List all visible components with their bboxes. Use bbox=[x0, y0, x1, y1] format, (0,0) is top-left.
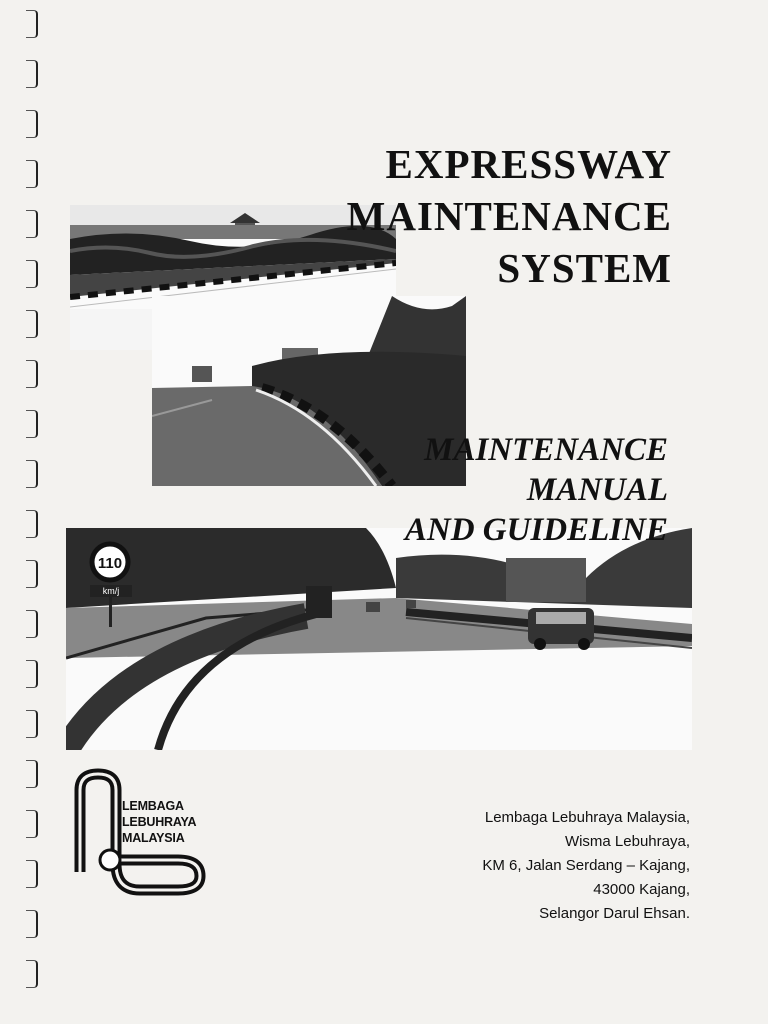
subtitle-line-3: AND GUIDELINE bbox=[404, 512, 668, 548]
binding-ring bbox=[26, 260, 38, 288]
binding-ring bbox=[26, 760, 38, 788]
expressway-photo bbox=[66, 528, 692, 750]
logo-line-2: LEBUHRAYA bbox=[122, 815, 197, 829]
title-line-1: EXPRESSWAY bbox=[385, 141, 672, 187]
binding-ring bbox=[26, 310, 38, 338]
main-title bbox=[347, 138, 672, 294]
binding-ring bbox=[26, 60, 38, 88]
binding-ring bbox=[26, 710, 38, 738]
binding-ring bbox=[26, 410, 38, 438]
subtitle-line-2: MANUAL bbox=[526, 472, 668, 508]
title-line-3: SYSTEM bbox=[497, 245, 672, 291]
binding-ring bbox=[26, 160, 38, 188]
subtitle-line-1: MAINTENANCE bbox=[424, 432, 668, 468]
binding-ring bbox=[26, 510, 38, 538]
binding-ring bbox=[26, 910, 38, 938]
logo-text bbox=[122, 798, 196, 846]
binding-ring bbox=[26, 660, 38, 688]
binding-ring bbox=[26, 460, 38, 488]
binding-ring bbox=[26, 610, 38, 638]
spiral-binding bbox=[0, 0, 48, 1024]
publisher-address bbox=[482, 806, 690, 926]
address-line-3: KM 6, Jalan Serdang – Kajang, bbox=[482, 857, 690, 874]
binding-ring bbox=[26, 110, 38, 138]
speed-limit-unit: km/j bbox=[102, 586, 120, 596]
title-line-2: MAINTENANCE bbox=[346, 193, 672, 239]
address-line-5: Selangor Darul Ehsan. bbox=[539, 905, 690, 922]
logo-line-3: MALAYSIA bbox=[122, 831, 185, 845]
address-line-1: Lembaga Lebuhraya Malaysia, bbox=[484, 809, 690, 826]
binding-ring bbox=[26, 10, 38, 38]
speed-limit-value: 110 bbox=[97, 555, 123, 572]
subtitle bbox=[405, 430, 668, 550]
binding-ring bbox=[26, 210, 38, 238]
binding-ring bbox=[26, 560, 38, 588]
address-line-4: 43000 Kajang, bbox=[593, 881, 690, 898]
binding-ring bbox=[26, 360, 38, 388]
logo-line-1: LEMBAGA bbox=[122, 799, 184, 813]
binding-ring bbox=[26, 810, 38, 838]
address-line-2: Wisma Lebuhraya, bbox=[564, 833, 690, 850]
binding-ring bbox=[26, 860, 38, 888]
binding-ring bbox=[26, 960, 38, 988]
